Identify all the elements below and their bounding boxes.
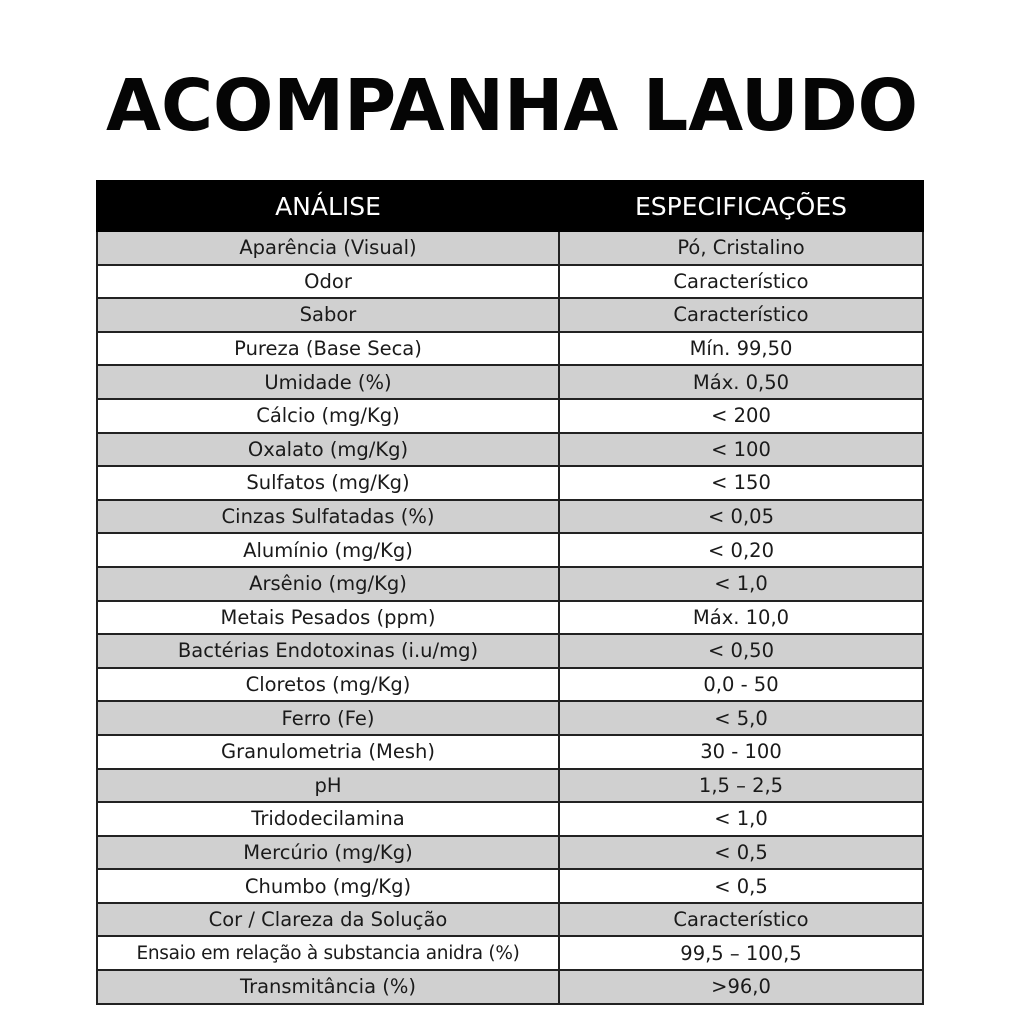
- table-row: [97, 500, 923, 534]
- table-row: [97, 365, 923, 399]
- analise-cell: Mercúrio (mg/Kg): [97, 836, 559, 870]
- especificacao-cell: Máx. 10,0: [559, 601, 923, 635]
- especificacao-cell: Característico: [559, 265, 923, 299]
- table-row: [97, 533, 923, 567]
- table-row: [97, 466, 923, 500]
- especificacao-cell: Característico: [559, 903, 923, 937]
- analise-cell: Cloretos (mg/Kg): [97, 668, 559, 702]
- analise-cell: Pureza (Base Seca): [97, 332, 559, 366]
- analise-cell: pH: [97, 769, 559, 803]
- table-row: [97, 668, 923, 702]
- analise-cell: Umidade (%): [97, 365, 559, 399]
- table-row: [97, 231, 923, 265]
- especificacao-cell: < 0,20: [559, 533, 923, 567]
- table-row: [97, 399, 923, 433]
- especificacao-cell: Mín. 99,50: [559, 332, 923, 366]
- analise-cell: Odor: [97, 265, 559, 299]
- analise-cell: Cor / Clareza da Solução: [97, 903, 559, 937]
- specifications-table: [96, 180, 924, 1005]
- table-row: [97, 769, 923, 803]
- header-row: [97, 181, 923, 231]
- especificacao-cell: 99,5 – 100,5: [559, 936, 923, 970]
- table-row: [97, 433, 923, 467]
- analise-cell: Ferro (Fe): [97, 701, 559, 735]
- table-row: [97, 634, 923, 668]
- analise-cell: Aparência (Visual): [97, 231, 559, 265]
- especificacao-cell: 30 - 100: [559, 735, 923, 769]
- especificacao-cell: < 100: [559, 433, 923, 467]
- analise-cell: Metais Pesados (ppm): [97, 601, 559, 635]
- analise-cell: Arsênio (mg/Kg): [97, 567, 559, 601]
- analise-cell: Bactérias Endotoxinas (i.u/mg): [97, 634, 559, 668]
- analise-cell: Cinzas Sulfatadas (%): [97, 500, 559, 534]
- table-row: [97, 869, 923, 903]
- especificacao-cell: 0,0 - 50: [559, 668, 923, 702]
- analise-cell: Granulometria (Mesh): [97, 735, 559, 769]
- especificacao-cell: < 0,5: [559, 869, 923, 903]
- table-body: [97, 231, 923, 1004]
- analise-cell: Sulfatos (mg/Kg): [97, 466, 559, 500]
- analise-cell: Oxalato (mg/Kg): [97, 433, 559, 467]
- table-row: [97, 836, 923, 870]
- analise-cell: Alumínio (mg/Kg): [97, 533, 559, 567]
- especificacao-cell: < 5,0: [559, 701, 923, 735]
- especificacao-cell: < 0,5: [559, 836, 923, 870]
- table-row: [97, 701, 923, 735]
- especificacao-cell: < 0,50: [559, 634, 923, 668]
- table-header: [97, 181, 923, 231]
- analise-cell: Sabor: [97, 298, 559, 332]
- table-row: [97, 298, 923, 332]
- table-row: [97, 936, 923, 970]
- analise-cell: Cálcio (mg/Kg): [97, 399, 559, 433]
- analise-cell: Ensaio em relação à substancia anidra (%): [97, 936, 559, 970]
- especificacao-cell: >96,0: [559, 970, 923, 1004]
- table-row: [97, 735, 923, 769]
- table-row: [97, 265, 923, 299]
- table-row: [97, 567, 923, 601]
- page-title: ACOMPANHA LAUDO: [106, 64, 918, 147]
- especificacao-cell: < 0,05: [559, 500, 923, 534]
- especificacao-cell: 1,5 – 2,5: [559, 769, 923, 803]
- table-row: [97, 903, 923, 937]
- table-row: [97, 601, 923, 635]
- header-analise: ANÁLISE: [97, 181, 559, 231]
- analise-cell: Transmitância (%): [97, 970, 559, 1004]
- especificacao-cell: Pó, Cristalino: [559, 231, 923, 265]
- especificacao-cell: Máx. 0,50: [559, 365, 923, 399]
- analise-cell: Chumbo (mg/Kg): [97, 869, 559, 903]
- header-especificacoes: ESPECIFICAÇÕES: [559, 181, 923, 231]
- especificacao-cell: Característico: [559, 298, 923, 332]
- especificacao-cell: < 200: [559, 399, 923, 433]
- table-row: [97, 970, 923, 1004]
- especificacao-cell: < 1,0: [559, 567, 923, 601]
- especificacao-cell: < 1,0: [559, 802, 923, 836]
- especificacao-cell: < 150: [559, 466, 923, 500]
- table-row: [97, 802, 923, 836]
- table-row: [97, 332, 923, 366]
- analise-cell: Tridodecilamina: [97, 802, 559, 836]
